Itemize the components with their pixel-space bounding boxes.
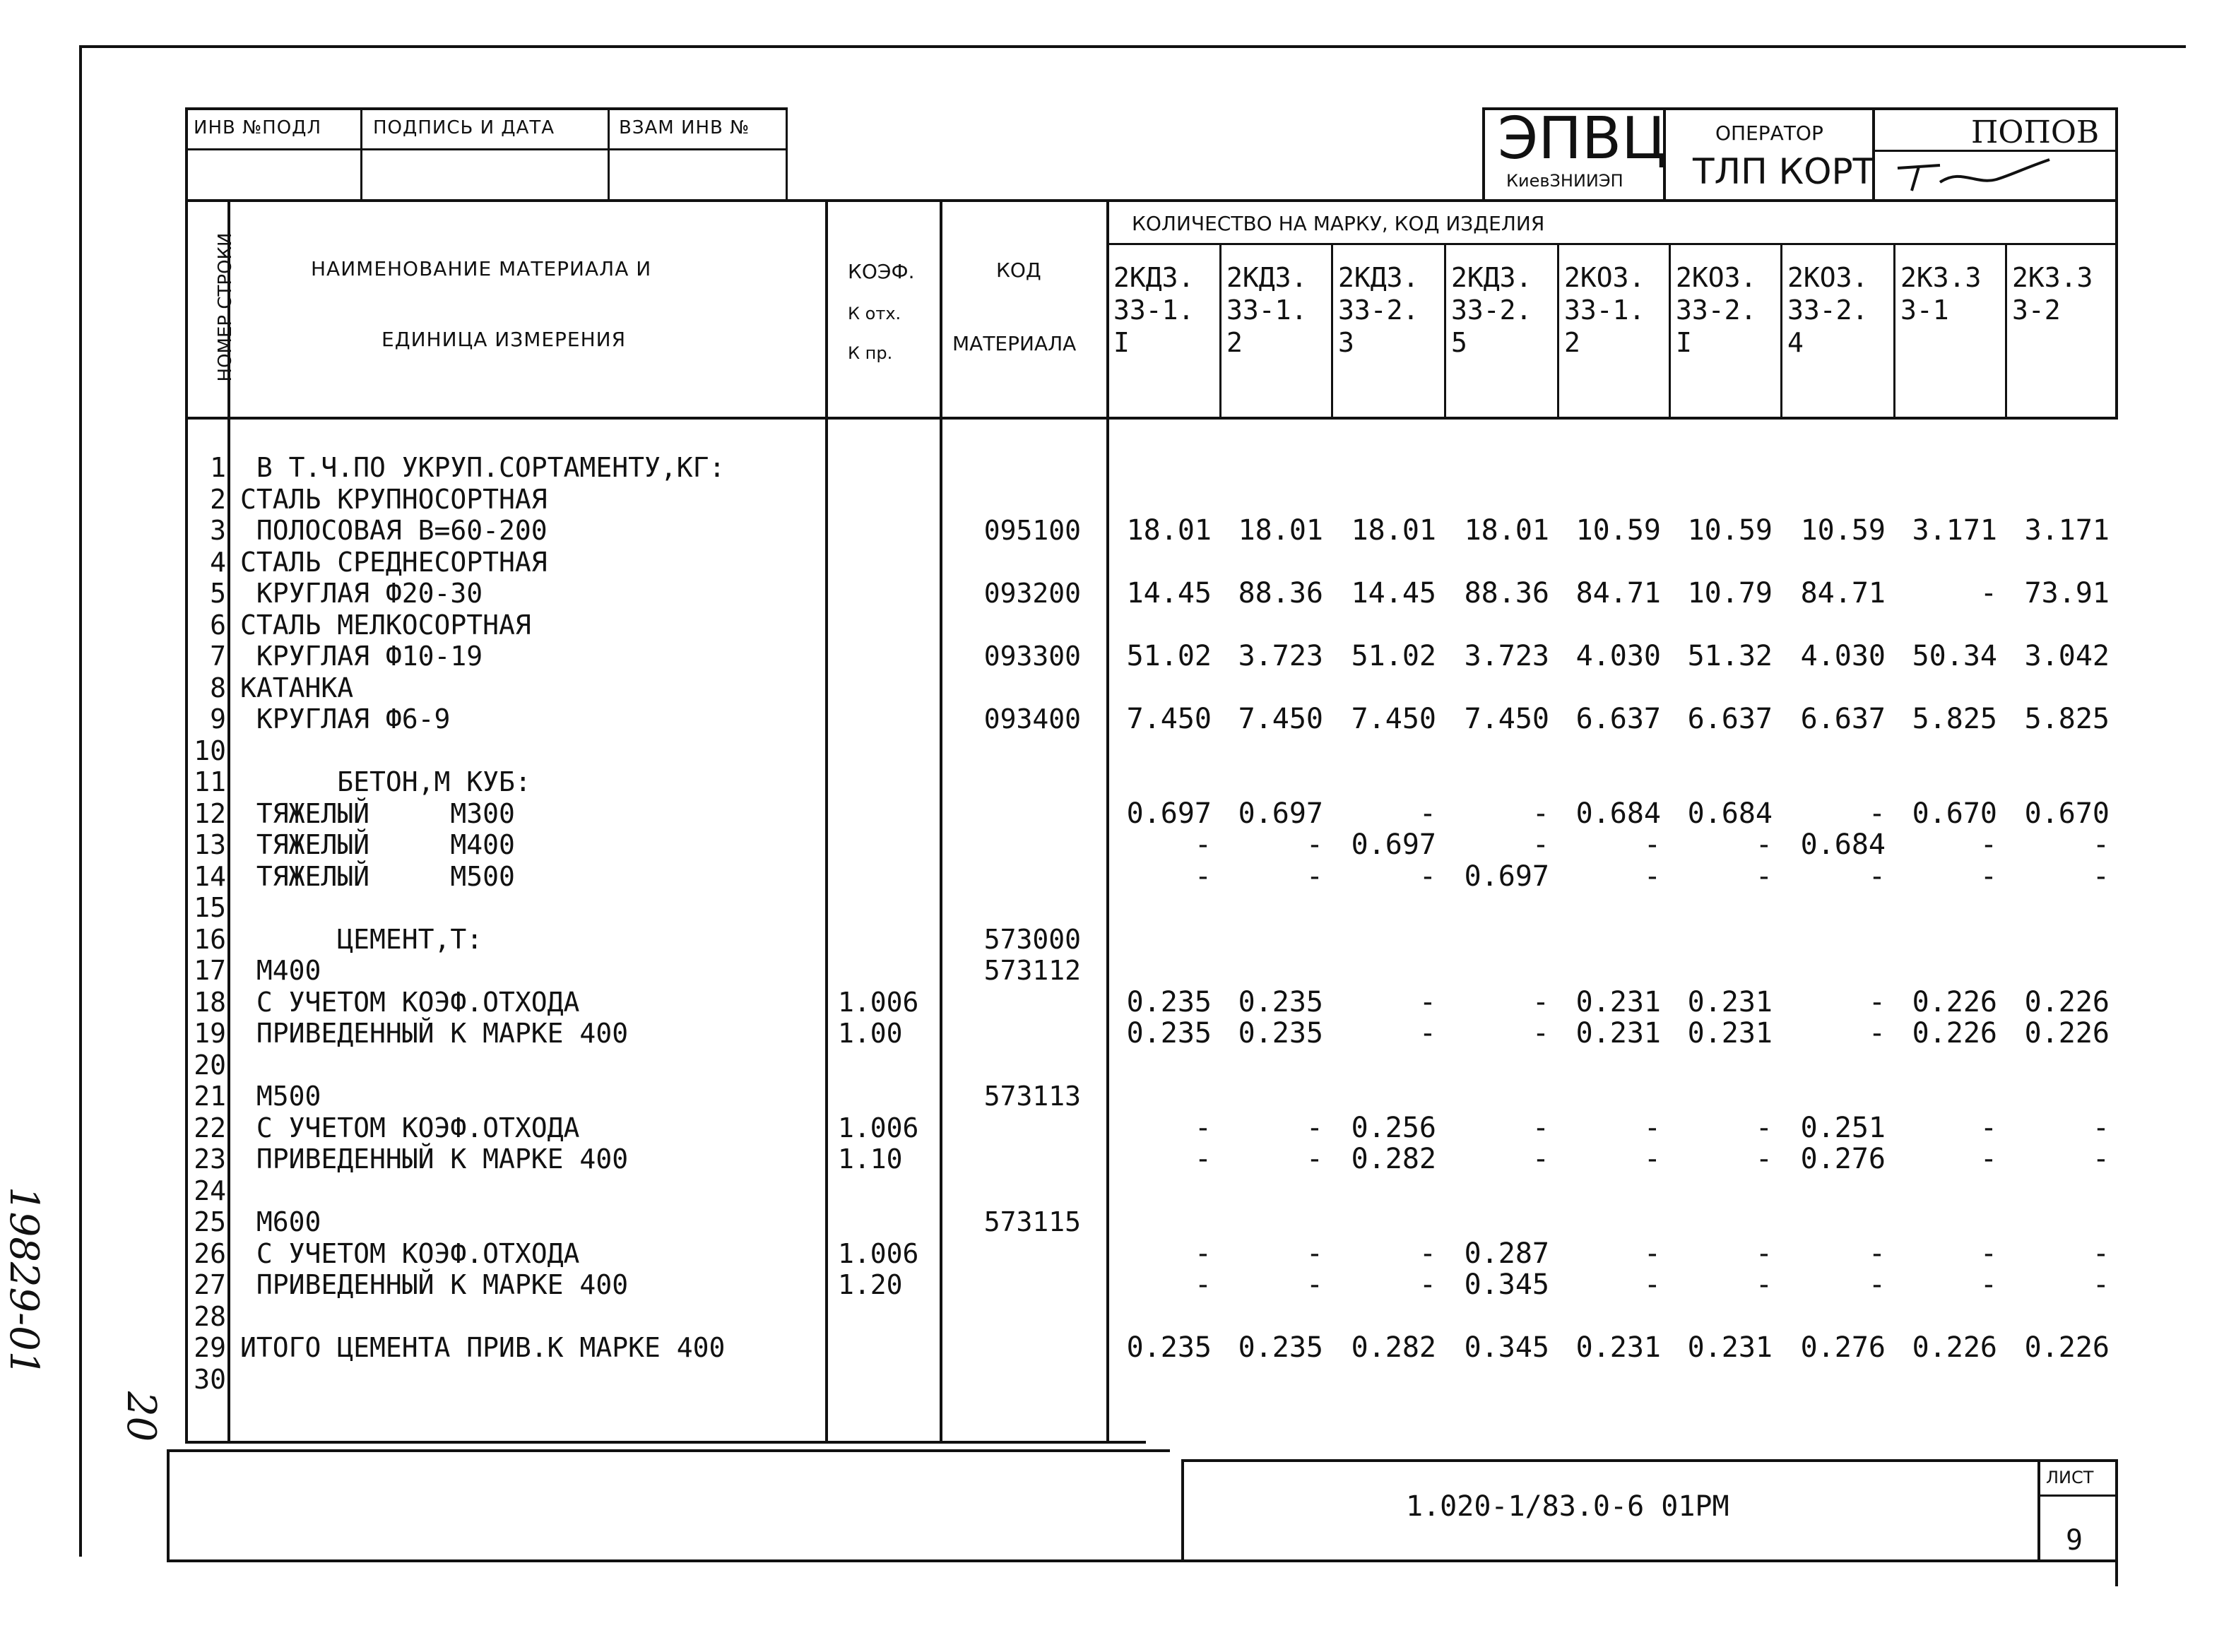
header-qty-title: КОЛИЧЕСТВО НА МАРКУ, КОД ИЗДЕЛИЯ [1132, 212, 1545, 235]
stamp-v3 [608, 107, 610, 201]
quantity-value: 0.684 [1687, 797, 1773, 830]
coefficient: 1.006 [838, 1237, 919, 1269]
material-name: ТЯЖЕЛЫЙ М400 [240, 829, 515, 860]
quantity-value: 4.030 [1800, 640, 1886, 672]
quantity-value: - [1980, 577, 1997, 610]
quantity-value: - [1194, 1237, 1212, 1270]
material-name: КРУГЛАЯ Ф6-9 [240, 703, 451, 735]
material-name: М600 [240, 1206, 321, 1237]
quantity-value: 10.79 [1687, 577, 1773, 610]
quantity-value: - [1868, 985, 1886, 1018]
qty-column-header: З-2 [2012, 295, 2061, 326]
qty-column-header: 2 [1564, 327, 1580, 358]
row-number: 20 [194, 1049, 226, 1081]
quantity-value: 7.450 [1126, 703, 1212, 735]
quantity-value: - [1194, 1143, 1212, 1175]
row-number: 17 [194, 955, 226, 986]
quantity-value: 3.723 [1238, 640, 1323, 672]
quantity-value: - [1194, 828, 1212, 861]
quantity-value: - [1532, 1017, 1549, 1050]
quantity-value: 0.226 [2024, 1017, 2110, 1050]
qty-column-header: ЗЗ-1. [1564, 295, 1645, 326]
row-number: 30 [194, 1363, 226, 1395]
quantity-value: 0.684 [1800, 828, 1886, 861]
qty-column-header: 2КДЗ. [1113, 262, 1195, 293]
stamp-top [185, 107, 787, 110]
quantity-value: 7.450 [1238, 703, 1323, 735]
quantity-value: - [1419, 1017, 1436, 1050]
quantity-value: - [1980, 1268, 1997, 1301]
quantity-value: 73.91 [2024, 577, 2110, 610]
stamp-inv-label: ИНВ №ПОДЛ [194, 117, 322, 138]
qty-column-header: 5 [1451, 327, 1467, 358]
title-top-right [1184, 1459, 2118, 1462]
quantity-value: 0.226 [1912, 1331, 1997, 1364]
qty-column-header: 2КДЗ. [1338, 262, 1419, 293]
quantity-value: 0.235 [1238, 1017, 1323, 1050]
row-number: 22 [194, 1112, 226, 1143]
quantity-value: - [1532, 1111, 1549, 1144]
quantity-value: 14.45 [1351, 577, 1436, 610]
quantity-value: 0.276 [1800, 1143, 1886, 1175]
quantity-value: - [1532, 797, 1549, 830]
row-number: 29 [194, 1332, 226, 1363]
quantity-value: - [1643, 1111, 1661, 1144]
quantity-value: 10.59 [1575, 514, 1661, 547]
quantity-value: 5.825 [1912, 703, 1997, 735]
row-number: 10 [194, 735, 226, 766]
material-name: ТЯЖЕЛЫЙ М300 [240, 797, 515, 829]
quantity-value: 18.01 [1464, 514, 1549, 547]
quantity-value: 88.36 [1464, 577, 1549, 610]
quantity-value: - [1868, 1017, 1886, 1050]
quantity-value: 10.59 [1687, 514, 1773, 547]
quantity-value: 0.697 [1126, 797, 1212, 830]
qty-column-header: 2КОЗ. [1564, 262, 1645, 293]
quantity-value: 6.637 [1800, 703, 1886, 735]
quantity-value: - [1419, 1268, 1436, 1301]
quantity-value: - [1643, 1237, 1661, 1270]
material-name: ПРИВЕДЕННЫЙ К МАРКЕ 400 [240, 1143, 629, 1175]
quantity-value: - [1755, 828, 1773, 861]
title-sheet-mid [2037, 1494, 2118, 1497]
material-name: С УЧЕТОМ КОЭФ.ОТХОДА [240, 986, 580, 1018]
row-number: 19 [194, 1018, 226, 1049]
qty-sep-4 [1557, 243, 1559, 420]
quantity-value: - [1419, 1237, 1436, 1270]
header-bottom [185, 417, 2118, 420]
material-name: КАТАНКА [240, 672, 354, 703]
quantity-value: - [1306, 1237, 1323, 1270]
quantity-value: - [1419, 985, 1436, 1018]
quantity-value: 88.36 [1238, 577, 1323, 610]
table-top [185, 199, 2118, 202]
coefficient: 1.10 [838, 1143, 903, 1175]
material-name: ЦЕМЕНТ,Т: [240, 923, 483, 955]
title-bottom [167, 1559, 2118, 1562]
quantity-value: 0.697 [1238, 797, 1323, 830]
quantity-value: - [2092, 1268, 2110, 1301]
quantity-value: - [1755, 1143, 1773, 1175]
quantity-value: - [1755, 1237, 1773, 1270]
qty-sep-7 [1893, 243, 1895, 420]
qty-column-header: 2КДЗ. [1451, 262, 1532, 293]
quantity-value: 0.231 [1575, 1331, 1661, 1364]
quantity-value: - [1868, 797, 1886, 830]
row-number: 5 [210, 578, 226, 609]
quantity-value: - [1532, 1143, 1549, 1175]
quantity-value: - [1306, 1268, 1323, 1301]
quantity-value: - [1306, 1111, 1323, 1144]
material-code: 095100 [983, 515, 1081, 546]
coefficient: 1.00 [838, 1018, 903, 1049]
quantity-value: 18.01 [1126, 514, 1212, 547]
col-v-material [825, 199, 828, 1444]
stamp-vzam-label: ВЗАМ ИНВ № [619, 117, 750, 138]
header-coef-line3: К пр. [848, 343, 893, 363]
qty-column-header: I [1676, 327, 1692, 358]
qty-sep-8 [2005, 243, 2007, 420]
quantity-value: 0.226 [1912, 1017, 1997, 1050]
stamp-v1 [185, 107, 188, 201]
quantity-value: - [2092, 1143, 2110, 1175]
quantity-value: 3.042 [2024, 640, 2110, 672]
qty-column-header: ЗЗ-1. [1113, 295, 1195, 326]
header-code-line1: КОД [996, 259, 1041, 282]
material-code: 573000 [983, 923, 1081, 955]
quantity-value: - [2092, 828, 2110, 861]
header-row-num: НОМЕР СТРОКИ [215, 232, 236, 382]
quantity-value: 0.670 [2024, 797, 2110, 830]
qty-column-header: ЗЗ-1. [1226, 295, 1308, 326]
row-number: 11 [194, 766, 226, 797]
quantity-value: 0.235 [1238, 1331, 1323, 1364]
table-bottom [185, 1441, 1146, 1444]
quantity-value: 18.01 [1351, 514, 1436, 547]
row-number: 8 [210, 672, 226, 703]
material-name: ПРИВЕДЕННЫЙ К МАРКЕ 400 [240, 1269, 629, 1300]
quantity-value: 0.226 [2024, 1331, 2110, 1364]
row-number: 13 [194, 829, 226, 860]
doc-code: 1.020-1/83.0-6 01РМ [1406, 1490, 1729, 1523]
page-number: 20 [118, 1391, 164, 1442]
col-v-right [2115, 199, 2118, 420]
qty-column-header: 2КЗ.З [2012, 262, 2093, 293]
quantity-value: 50.34 [1912, 640, 1997, 672]
row-number: 14 [194, 860, 226, 892]
quantity-value: 18.01 [1238, 514, 1323, 547]
stamp-org-main: ЭПВЦ [1498, 105, 1667, 172]
row-number: 28 [194, 1300, 226, 1332]
row-number: 9 [210, 703, 226, 735]
material-name: С УЧЕТОМ КОЭФ.ОТХОДА [240, 1237, 580, 1269]
quantity-value: 0.282 [1351, 1143, 1436, 1175]
frame-left-line [79, 45, 82, 1557]
quantity-value: 5.825 [2024, 703, 2110, 735]
quantity-value: 0.251 [1800, 1111, 1886, 1144]
qty-column-header: 2КЗ.З [1900, 262, 1982, 293]
quantity-value: 84.71 [1575, 577, 1661, 610]
quantity-value: - [1306, 828, 1323, 861]
quantity-value: 3.171 [2024, 514, 2110, 547]
quantity-value: 0.231 [1575, 1017, 1661, 1050]
quantity-value: - [1980, 828, 1997, 861]
quantity-value: 0.235 [1126, 1331, 1212, 1364]
title-v-sheet [2037, 1459, 2040, 1562]
row-number: 23 [194, 1143, 226, 1175]
qty-column-header: 2 [1226, 327, 1243, 358]
stamp-name: ПОПОВ [1971, 114, 2100, 150]
quantity-value: 0.226 [1912, 985, 1997, 1018]
quantity-value: 0.231 [1687, 985, 1773, 1018]
row-number: 3 [210, 515, 226, 546]
stamp-mid [185, 148, 787, 150]
row-number: 21 [194, 1081, 226, 1112]
qty-sep-3 [1444, 243, 1446, 420]
material-name: М500 [240, 1081, 321, 1112]
quantity-value: 6.637 [1575, 703, 1661, 735]
material-code: 093200 [983, 578, 1081, 609]
quantity-value: - [1755, 1111, 1773, 1144]
quantity-value: 7.450 [1351, 703, 1436, 735]
quantity-value: - [1980, 1143, 1997, 1175]
qty-column-header: I [1113, 327, 1130, 358]
side-number: 19829-01 [1, 1187, 47, 1377]
stamp-operator-value: ТЛП КОРТ [1693, 151, 1875, 192]
qty-sep-1 [1219, 243, 1221, 420]
quantity-value: - [1194, 1268, 1212, 1301]
row-number: 26 [194, 1237, 226, 1269]
material-code: 573112 [983, 955, 1081, 986]
qty-column-header: 2КОЗ. [1787, 262, 1869, 293]
material-name: СТАЛЬ МЕЛКОСОРТНАЯ [240, 609, 531, 641]
material-name: КРУГЛАЯ Ф20-30 [240, 578, 483, 609]
quantity-value: 6.637 [1687, 703, 1773, 735]
sheet-number: 9 [2066, 1524, 2083, 1557]
quantity-value: - [1419, 797, 1436, 830]
material-name: СТАЛЬ СРЕДНЕСОРТНАЯ [240, 546, 548, 578]
material-name: БЕТОН,М КУБ: [240, 766, 531, 797]
material-code: 573113 [983, 1081, 1081, 1112]
quantity-value: 51.02 [1126, 640, 1212, 672]
material-name: ПРИВЕДЕННЫЙ К МАРКЕ 400 [240, 1018, 629, 1049]
qty-column-header: ЗЗ-2. [1338, 295, 1419, 326]
row-number: 24 [194, 1175, 226, 1206]
qty-column-header: 2КОЗ. [1676, 262, 1757, 293]
quantity-value: 0.226 [2024, 985, 2110, 1018]
qty-column-header: ЗЗ-2. [1451, 295, 1532, 326]
quantity-value: - [1194, 860, 1212, 893]
quantity-value: 0.282 [1351, 1331, 1436, 1364]
material-code: 093400 [983, 703, 1081, 735]
material-name: ПОЛОСОВАЯ В=60-200 [240, 515, 548, 546]
material-name: ТЯЖЕЛЫЙ М500 [240, 860, 515, 892]
title-v-mid [1181, 1459, 1184, 1562]
quantity-value: 0.276 [1800, 1331, 1886, 1364]
quantity-value: 51.32 [1687, 640, 1773, 672]
quantity-value: 0.231 [1575, 985, 1661, 1018]
quantity-value: 0.684 [1575, 797, 1661, 830]
material-name: В Т.Ч.ПО УКРУП.СОРТАМЕНТУ,КГ: [240, 452, 726, 483]
header-material-line2: ЕДИНИЦА ИЗМЕРЕНИЯ [381, 328, 627, 351]
material-name: СТАЛЬ КРУПНОСОРТНАЯ [240, 483, 548, 515]
quantity-value: - [1755, 1268, 1773, 1301]
quantity-value: - [1980, 1237, 1997, 1270]
quantity-value: - [2092, 860, 2110, 893]
qty-sep-6 [1780, 243, 1782, 420]
title-v-left [167, 1449, 170, 1562]
title-v-right [2115, 1459, 2118, 1586]
quantity-value: 3.171 [1912, 514, 1997, 547]
qty-column-header: 4 [1787, 327, 1804, 358]
quantity-value: 0.345 [1464, 1331, 1549, 1364]
qty-sep-2 [1331, 243, 1333, 420]
quantity-value: - [1643, 1143, 1661, 1175]
quantity-value: - [1755, 860, 1773, 893]
row-number: 25 [194, 1206, 226, 1237]
material-code: 093300 [983, 641, 1081, 672]
header-code-line2: МАТЕРИАЛА [952, 332, 1077, 355]
qty-column-header: ЗЗ-2. [1676, 295, 1757, 326]
row-number: 15 [194, 892, 226, 923]
qty-column-header: 2КДЗ. [1226, 262, 1308, 293]
quantity-value: - [2092, 1237, 2110, 1270]
quantity-value: - [2092, 1111, 2110, 1144]
coefficient: 1.20 [838, 1269, 903, 1300]
stamp-v2 [360, 107, 362, 201]
row-number: 18 [194, 986, 226, 1018]
quantity-value: 0.235 [1238, 985, 1323, 1018]
qty-column-header: ЗЗ-2. [1787, 295, 1869, 326]
stamp-org-sub: КиевЗНИИЭП [1506, 171, 1623, 191]
quantity-value: 7.450 [1464, 703, 1549, 735]
material-code: 573115 [983, 1206, 1081, 1237]
row-number: 6 [210, 609, 226, 641]
quantity-value: 4.030 [1575, 640, 1661, 672]
quantity-value: - [1643, 1268, 1661, 1301]
col-v-coef [940, 199, 942, 1444]
quantity-value: - [1532, 828, 1549, 861]
header-coef-line1: КОЭФ. [848, 260, 915, 283]
quantity-value: - [1980, 1111, 1997, 1144]
sheet-label: ЛИСТ [2046, 1468, 2094, 1487]
stamp-right-v4 [2115, 107, 2118, 201]
quantity-value: - [1306, 860, 1323, 893]
stamp-right-v1 [1482, 107, 1485, 201]
quantity-value: - [1306, 1143, 1323, 1175]
row-number: 27 [194, 1269, 226, 1300]
title-top-left [167, 1449, 1170, 1452]
quantity-value: 14.45 [1126, 577, 1212, 610]
material-name: ИТОГО ЦЕМЕНТА ПРИВ.К МАРКЕ 400 [240, 1332, 726, 1363]
row-number: 1 [210, 452, 226, 483]
header-material-line1: НАИМЕНОВАНИЕ МАТЕРИАЛА И [311, 257, 652, 280]
quantity-value: - [1532, 985, 1549, 1018]
header-coef-line2: К отх. [848, 304, 901, 323]
quantity-value: 0.231 [1687, 1331, 1773, 1364]
row-number: 12 [194, 797, 226, 829]
quantity-value: 0.345 [1464, 1268, 1549, 1301]
quantity-value: 0.235 [1126, 1017, 1212, 1050]
quantity-value: - [1419, 860, 1436, 893]
quantity-value: 84.71 [1800, 577, 1886, 610]
stamp-v4 [786, 107, 788, 201]
frame-top-line [79, 45, 2186, 48]
quantity-value: 3.723 [1464, 640, 1549, 672]
quantity-value: - [1643, 860, 1661, 893]
row-number: 7 [210, 641, 226, 672]
quantity-value: - [1980, 860, 1997, 893]
qty-column-header: 3 [1338, 327, 1354, 358]
qty-title-bottom [1108, 243, 2118, 245]
row-number: 16 [194, 923, 226, 955]
quantity-value: - [1868, 860, 1886, 893]
quantity-value: 0.697 [1351, 828, 1436, 861]
row-number: 4 [210, 546, 226, 578]
quantity-value: - [1643, 828, 1661, 861]
quantity-value: 10.59 [1800, 514, 1886, 547]
material-name: М400 [240, 955, 321, 986]
quantity-value: 0.235 [1126, 985, 1212, 1018]
quantity-value: 51.02 [1351, 640, 1436, 672]
material-name: С УЧЕТОМ КОЭФ.ОТХОДА [240, 1112, 580, 1143]
quantity-value: 0.670 [1912, 797, 1997, 830]
signature-icon [1891, 154, 2060, 196]
quantity-value: 0.697 [1464, 860, 1549, 893]
material-name: КРУГЛАЯ Ф10-19 [240, 641, 483, 672]
row-number: 2 [210, 483, 226, 515]
quantity-value: - [1868, 1237, 1886, 1270]
coefficient: 1.006 [838, 1112, 919, 1143]
quantity-value: 0.287 [1464, 1237, 1549, 1270]
qty-sep-5 [1669, 243, 1671, 420]
stamp-operator-label: ОПЕРАТОР [1715, 121, 1823, 145]
qty-column-header: З-1 [1900, 295, 1949, 326]
quantity-value: 0.256 [1351, 1111, 1436, 1144]
quantity-value: - [1194, 1111, 1212, 1144]
quantity-value: 0.231 [1687, 1017, 1773, 1050]
coefficient: 1.006 [838, 986, 919, 1018]
stamp-sign-label: ПОДПИСЬ И ДАТА [373, 117, 555, 138]
quantity-value: - [1868, 1268, 1886, 1301]
